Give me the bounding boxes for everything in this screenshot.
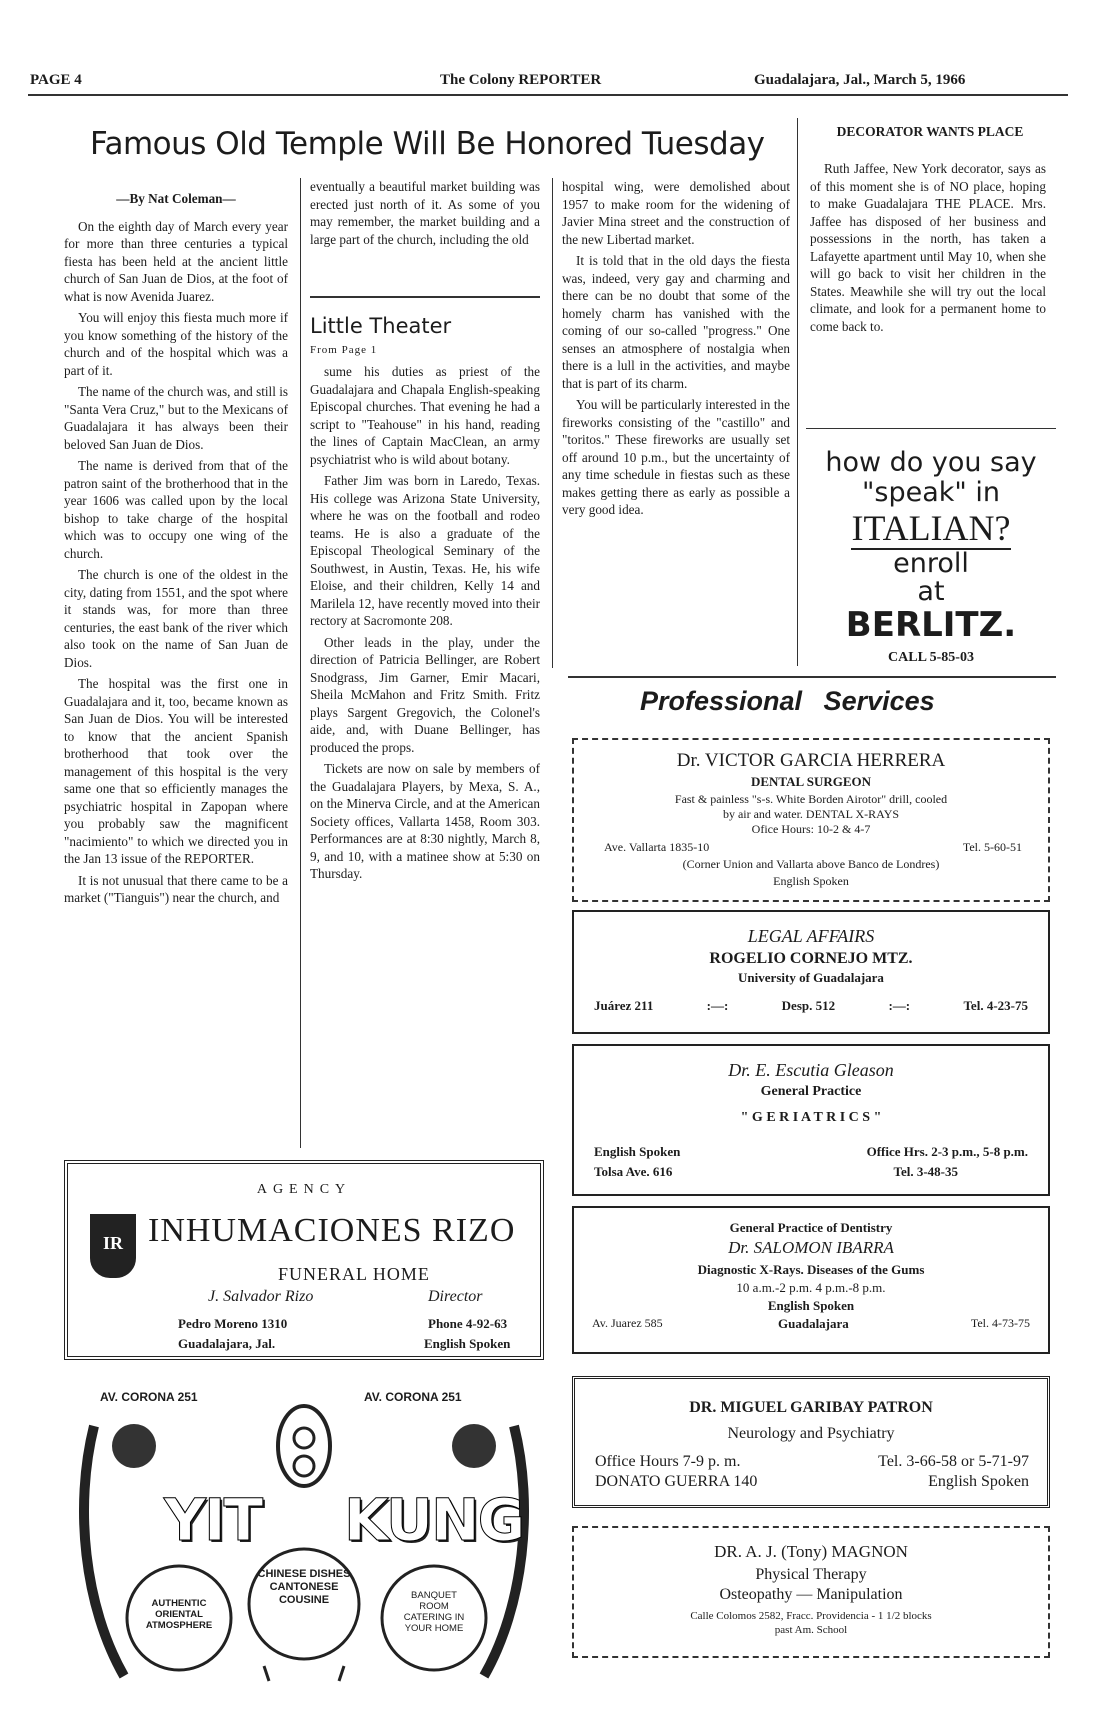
berlitz-language: ITALIAN? [851,508,1011,548]
lantern-text: CATERING IN [403,1612,465,1623]
berlitz-line2: "speak" in [861,477,1001,508]
article-headline: Famous Old Temple Will Be Honored Tuesday [90,126,765,162]
berlitz-line1: how do you say [825,447,1037,478]
ibarra-hours: 10 a.m.-2 p.m. 4 p.m.-8 p.m. [736,1280,886,1295]
rizo-director-name: J. Salvador Rizo [208,1288,314,1305]
section-rule [806,428,1056,429]
dragon-head-right-icon [452,1424,496,1468]
garcia-ad [572,738,1050,902]
paragraph: It is not unusual that there came to be a market ("Tianguis") near the church, and [64,872,288,905]
magnon-line: Physical Therapy [755,1566,867,1583]
rizo-sub: FUNERAL HOME [278,1264,430,1284]
ibarra-ad [572,1206,1050,1354]
ibarra-line: Diagnostic X-Rays. Diseases of the Gums [697,1262,925,1277]
paragraph: Ruth Jaffee, New York decorator, says as of this moment she is of NO place, hoping to make Guadalajara THE PLACE. Mrs. Jaffee has disposed of her business and possessions in the north, has taken a Lafayette apartment until May 10, when she will go back to visit her children in the States. Meawhile she will try out the local climate, and look for a permanent home to come back to. [810,161,1046,334]
paragraph: You will be particularly interested in the fireworks consisting of the "castillo" and "toritos." These fireworks are usually set off around 10 p.m., but the uncertainty of any time schedule in fiestas such as these makes getting there as early as possible a very good idea. [562,397,790,517]
berlitz-line5: at [917,576,945,607]
escutia-title: General Practice [760,1084,862,1099]
ibarra-city: Guadalajara [778,1316,849,1331]
paragraph: hospital wing, were demolished about 1957 to make room for the widening of Javier Mina street and the construction of the new Libertad market. [562,179,790,247]
article-col1 [64,190,288,911]
escutia-ad [572,1044,1050,1196]
garcia-name: Dr. VICTOR GARCIA HERRERA [676,750,946,771]
garcia-line: by air and water. DENTAL X-RAYS [722,807,900,821]
lantern-text: ORIENTAL [155,1609,203,1620]
yit-kung-left-title: YIT [164,1486,262,1554]
berlitz-name: BERLITZ. [845,605,1017,645]
shield-logo-icon: IR [90,1214,136,1278]
theater-article [310,314,540,887]
escutia-address: Tolsa Ave. 616 [594,1164,673,1179]
lantern-text: ATMOSPHERE [145,1620,213,1631]
lantern-text: CHINESE DISHES [257,1568,351,1580]
decorator-article [810,160,1046,339]
lantern-text: YOUR HOME [404,1623,464,1634]
lantern-text: ROOM [419,1601,449,1612]
garcia-address: Ave. Vallarta 1835-10 [604,840,710,854]
article-col3 [562,178,790,523]
ibarra-english: English Spoken [767,1298,855,1313]
article-col2 [310,178,540,252]
legal-university: University of Guadalajara [738,970,884,985]
yit-kung-address: AV. CORONA 251 [100,1390,198,1404]
section-rule [568,676,1056,678]
jump-line: From Page 1 [310,343,378,356]
paragraph: It is told that in the old days the fiesta was, indeed, very gay and charming and there can be no doubt that some of the homely charm has vanished with the coming of our so-called "progress." One senses an atmosphere of nostalgia when there is a lull in the activities, and maybe that is part of its charm. [562,253,790,391]
legal-desp: Desp. 512 [781,998,836,1013]
garcia-line: Fast & painless "s-s. White Borden Airotor" drill, cooled [674,792,948,806]
lantern-text: COUSINE [278,1594,330,1606]
decorator-headline: DECORATOR WANTS PLACE [836,124,1024,139]
rizo-ad [64,1160,544,1360]
paragraph: The hospital was the first one in Guadalajara and it, too, became known as San Juan de Dios. You will be interested to know that the ancient Spanish brotherhood that took over the management of this hospital is the very same one that so efficiently manages the psychiatric hospital in Zapopan where you probably saw the magnificent "nacimiento" to which we directed you in the Jan 13 issue of the REPORTER. [64,676,288,866]
column-divider [552,178,553,668]
escutia-specialty: " G E R I A T R I C S " [740,1110,882,1125]
garibay-address: DONATO GUERRA 140 [595,1473,758,1490]
garcia-tel: Tel. 5-60-51 [962,840,1022,854]
dragon-left-icon [84,1426,124,1676]
lantern-text: AUTHENTIC [151,1598,207,1609]
separator: :—: [706,998,729,1013]
rizo-director-title: Director [428,1288,483,1305]
rizo-agency: AGENCY [256,1182,352,1197]
rizo-address: Pedro Moreno 1310 [178,1316,288,1331]
berlitz-phone: CALL 5-85-03 [888,650,974,665]
byline: —By Nat Coleman— [116,191,236,206]
section-rule [310,296,540,298]
garibay-name: DR. MIGUEL GARIBAY PATRON [689,1399,933,1416]
yit-kung-center-text [254,1568,354,1607]
legal-contact-row [594,998,1028,1014]
escutia-name: Dr. E. Escutia Gleason [728,1060,894,1080]
paper-name: The Colony REPORTER [440,72,602,88]
escutia-hours: Office Hrs. 2-3 p.m., 5-8 p.m. [866,1144,1028,1159]
legal-tel: Tel. 4-23-75 [963,998,1028,1013]
berlitz-ad [806,448,1056,666]
paragraph: Father Jim was born in Laredo, Texas. His college was Arizona State University, where he was on the football and rodeo teams. He is also a graduate of the Episcopal Theological Seminary of the Southwest, in Austin, Texas. He, his wife Eloise, and their children, Kelly 14 and Marilela 12, have recently moved into their rectory at Sacromonte 208. [310,473,540,628]
rizo-english: English Spoken [424,1336,511,1351]
garibay-tel: Tel. 3-66-58 or 5-71-97 [878,1453,1029,1470]
ibarra-tel: Tel. 4-73-75 [970,1316,1030,1330]
yit-kung-right-title: KUNG [344,1486,524,1554]
garibay-ad [572,1376,1050,1508]
yit-kung-address: AV. CORONA 251 [364,1390,462,1404]
paragraph: The name is derived from that of the patron saint of the brotherhood that in the year 1606 was called upon by the local bishop to take charge of the hospital which was to occupy one wing of the church. [64,458,288,561]
garibay-english: English Spoken [928,1473,1029,1490]
rizo-name: INHUMACIONES RIZO [148,1212,516,1249]
separator: :—: [888,998,911,1013]
garcia-title: DENTAL SURGEON [750,774,872,789]
lantern-text: CANTONESE [269,1581,339,1593]
theater-headline: Little Theater [310,314,452,338]
paragraph: eventually a beautiful market building was erected just north of it. As some of you may remember, the market building and a large part of the church, including the old [310,179,540,247]
lantern-top-icon [278,1406,330,1486]
paragraph: Tickets are now on sale by members of the Guadalajara Players, by Mexa, S. A., on the Minerva Circle, and at the American Society offices, Vallarta 1458, Room 303. Performances are at 8:30 nightly, March 8, 9, and 10, with a matinee show at 5:30 on Thursday. [310,761,540,881]
rizo-phone: Phone 4-92-63 [428,1316,508,1331]
magnon-address: past Am. School [774,1624,848,1636]
yit-kung-right-text [389,1590,479,1634]
ibarra-title: General Practice of Dentistry [729,1220,893,1235]
magnon-address: Calle Colomos 2582, Fracc. Providencia - 1 1/2 blocks [690,1610,932,1622]
paragraph: sume his duties as priest of the Guadalajara and Chapala English-speaking Episcopal churches. That evening he had a script to "Teahouse" in his hand, reading the lines of Captain MacClean, an army psychiatrist who is wild about botany. [310,364,540,467]
paragraph: The name of the church was, and still is "Santa Vera Cruz," but to the Mexicans of Guadalajara it has always been their beloved San Juan de Dios. [64,384,288,452]
legal-address: Juárez 211 [594,998,654,1013]
column-divider [797,118,798,666]
legal-title: LEGAL AFFAIRS [747,926,875,946]
paragraph: The church is one of the oldest in the city, dating from 1551, and the spot where it stands was, for more than three centuries, the east bank of the river which also took on the name of San Juan de Dios. [64,567,288,670]
garcia-corner: (Corner Union and Vallarta above Banco de Londres) [682,857,940,871]
lantern-text: BANQUET [411,1590,457,1601]
legal-ad [572,910,1050,1034]
berlitz-line4: enroll [893,548,969,579]
magnon-line: Osteopathy — Manipulation [719,1586,903,1603]
garibay-specialty: Neurology and Psychiatry [727,1425,895,1442]
dateline: Guadalajara, Jal., March 5, 1966 [754,72,966,88]
paragraph: You will enjoy this fiesta much more if you know something of the history of the church and of the hospital which was a part of it. [64,310,288,378]
escutia-tel: Tel. 3-48-35 [893,1164,958,1179]
magnon-ad [572,1526,1050,1658]
paragraph: Other leads in the play, under the direction of Patricia Bellinger, are Robert Snodgrass, Jim Garner, Emir Macari, Sheila McMahon and Fritz Smith. Fritz plays Sargent Gregovich, the Colonel's aide, and, with Duane Bellinger, has produced the props. [310,634,540,755]
legal-name: ROGELIO CORNEJO MTZ. [709,950,913,967]
yit-kung-ad [64,1386,544,1686]
garcia-english: English Spoken [773,874,849,888]
magnon-name: DR. A. J. (Tony) MAGNON [714,1542,908,1561]
paragraph: On the eighth day of March every year for more than three centuries a typical fiesta has been held at the ancient little church of San Juan de Dios, at the foot of what is now Avenida Juarez. [64,218,288,304]
services-title: Professional Services [640,686,935,716]
yit-kung-left-text [134,1598,224,1631]
dragon-head-left-icon [112,1424,156,1468]
escutia-english: English Spoken [594,1144,681,1159]
garibay-hours: Office Hours 7-9 p. m. [595,1453,741,1470]
rizo-city: Guadalajara, Jal. [178,1336,276,1351]
ibarra-address: Av. Juarez 585 [592,1316,663,1330]
header-rule [28,94,1068,96]
ibarra-name: Dr. SALOMON IBARRA [728,1238,894,1257]
column-divider [300,178,301,1148]
garcia-hours: Ofice Hours: 10-2 & 4-7 [751,822,871,836]
page-number: PAGE 4 [30,72,82,88]
